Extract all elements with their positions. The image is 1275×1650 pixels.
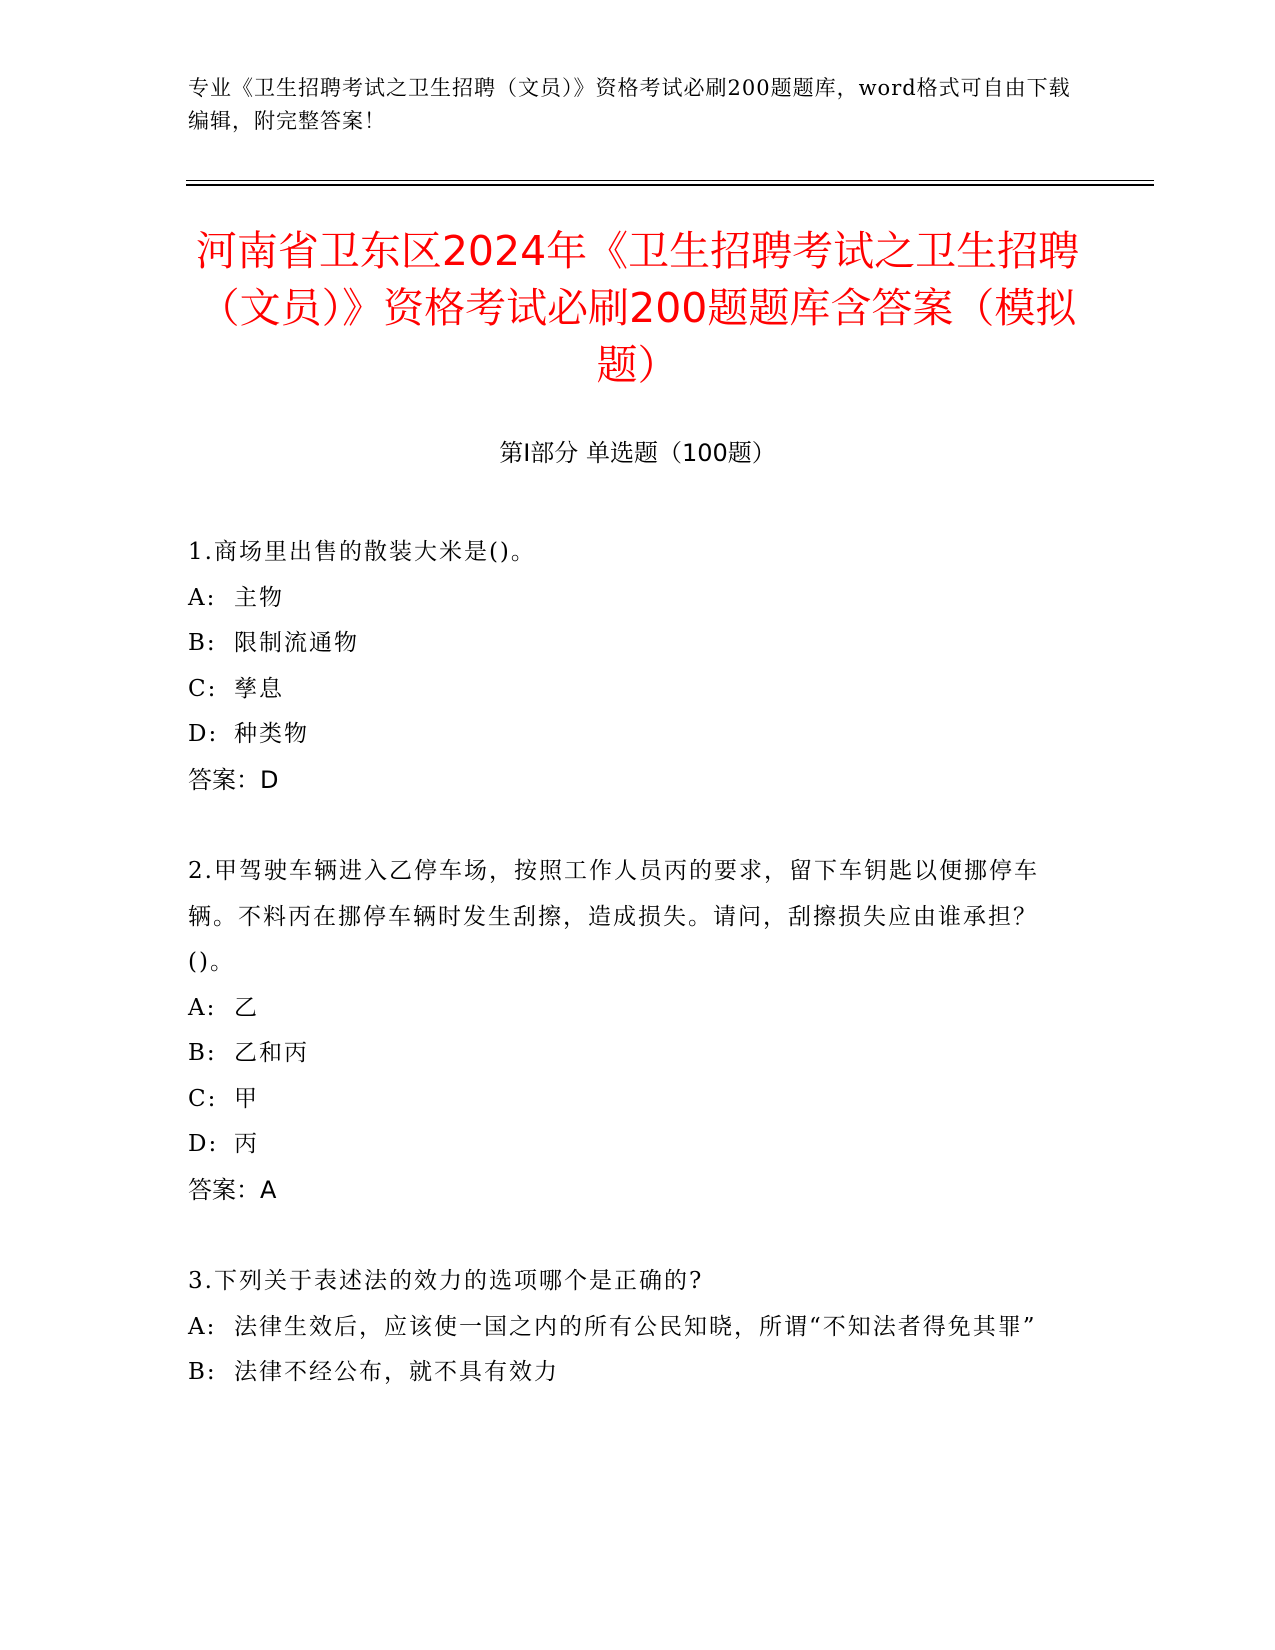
option-label: C: [188,675,218,702]
option-label: D: [188,721,219,747]
option-d [188,712,1078,758]
option-a [188,576,1078,622]
document-title: 河南省卫东区2024年《卫生招聘考试之卫生招聘（文员）》资格考试必刷200题题库含答案（模拟题） [195,227,1080,389]
question-stem: 2.甲驾驶车辆进入乙停车场，按照工作人员丙的要求，留下车钥匙以便挪停车辆。不料丙在挪停车辆时发生刮擦，造成损失。请问，刮擦损失应由谁承担？()。 [188,858,1039,975]
option-text: 孳息 [234,675,284,702]
option-label: A: [188,1313,217,1340]
question-stem: 3.下列关于表述法的效力的选项哪个是正确的? [188,1268,704,1294]
option-label: A: [188,584,217,611]
header-rule-thick [186,184,1154,186]
option-text: 种类物 [234,721,309,747]
option-label: B: [188,1359,217,1385]
option-label: B: [188,630,217,656]
option-d [188,1122,1078,1168]
option-label: A: [188,994,217,1021]
option-b [188,621,1078,667]
option-c [188,1077,1078,1123]
question-item [188,1259,1078,1396]
option-text: 主物 [234,584,284,611]
section-heading: 第Ⅰ部分 单选题（100题） [499,439,776,467]
option-a [188,986,1078,1032]
option-text: 甲 [234,1085,259,1112]
option-label: C: [188,1085,218,1112]
option-label: B: [188,1040,217,1066]
question-stem: 1.商场里出售的散装大米是()。 [188,539,536,565]
question-list [188,530,1078,1442]
question-item [188,530,1078,803]
answer-line: 答案：D [188,765,279,794]
option-b [188,1350,1078,1396]
option-text: 乙 [234,994,259,1021]
option-text: 限制流通物 [234,630,359,656]
option-text: 法律生效后，应该使一国之内的所有公民知晓，所谓“不知法者得免其罪” [234,1313,1037,1340]
option-text: 丙 [234,1131,259,1157]
option-text: 法律不经公布，就不具有效力 [234,1359,559,1385]
header-note: 专业《卫生招聘考试之卫生招聘（文员）》资格考试必刷200题题库，word格式可自由下载编辑，附完整答案！ [188,76,1071,133]
answer-line: 答案：A [188,1175,277,1204]
header-rule-thin [186,180,1154,181]
option-text: 乙和丙 [234,1040,309,1066]
question-item [188,849,1078,1213]
option-b [188,1031,1078,1077]
option-a [188,1305,1078,1351]
option-label: D: [188,1131,219,1157]
option-c [188,667,1078,713]
